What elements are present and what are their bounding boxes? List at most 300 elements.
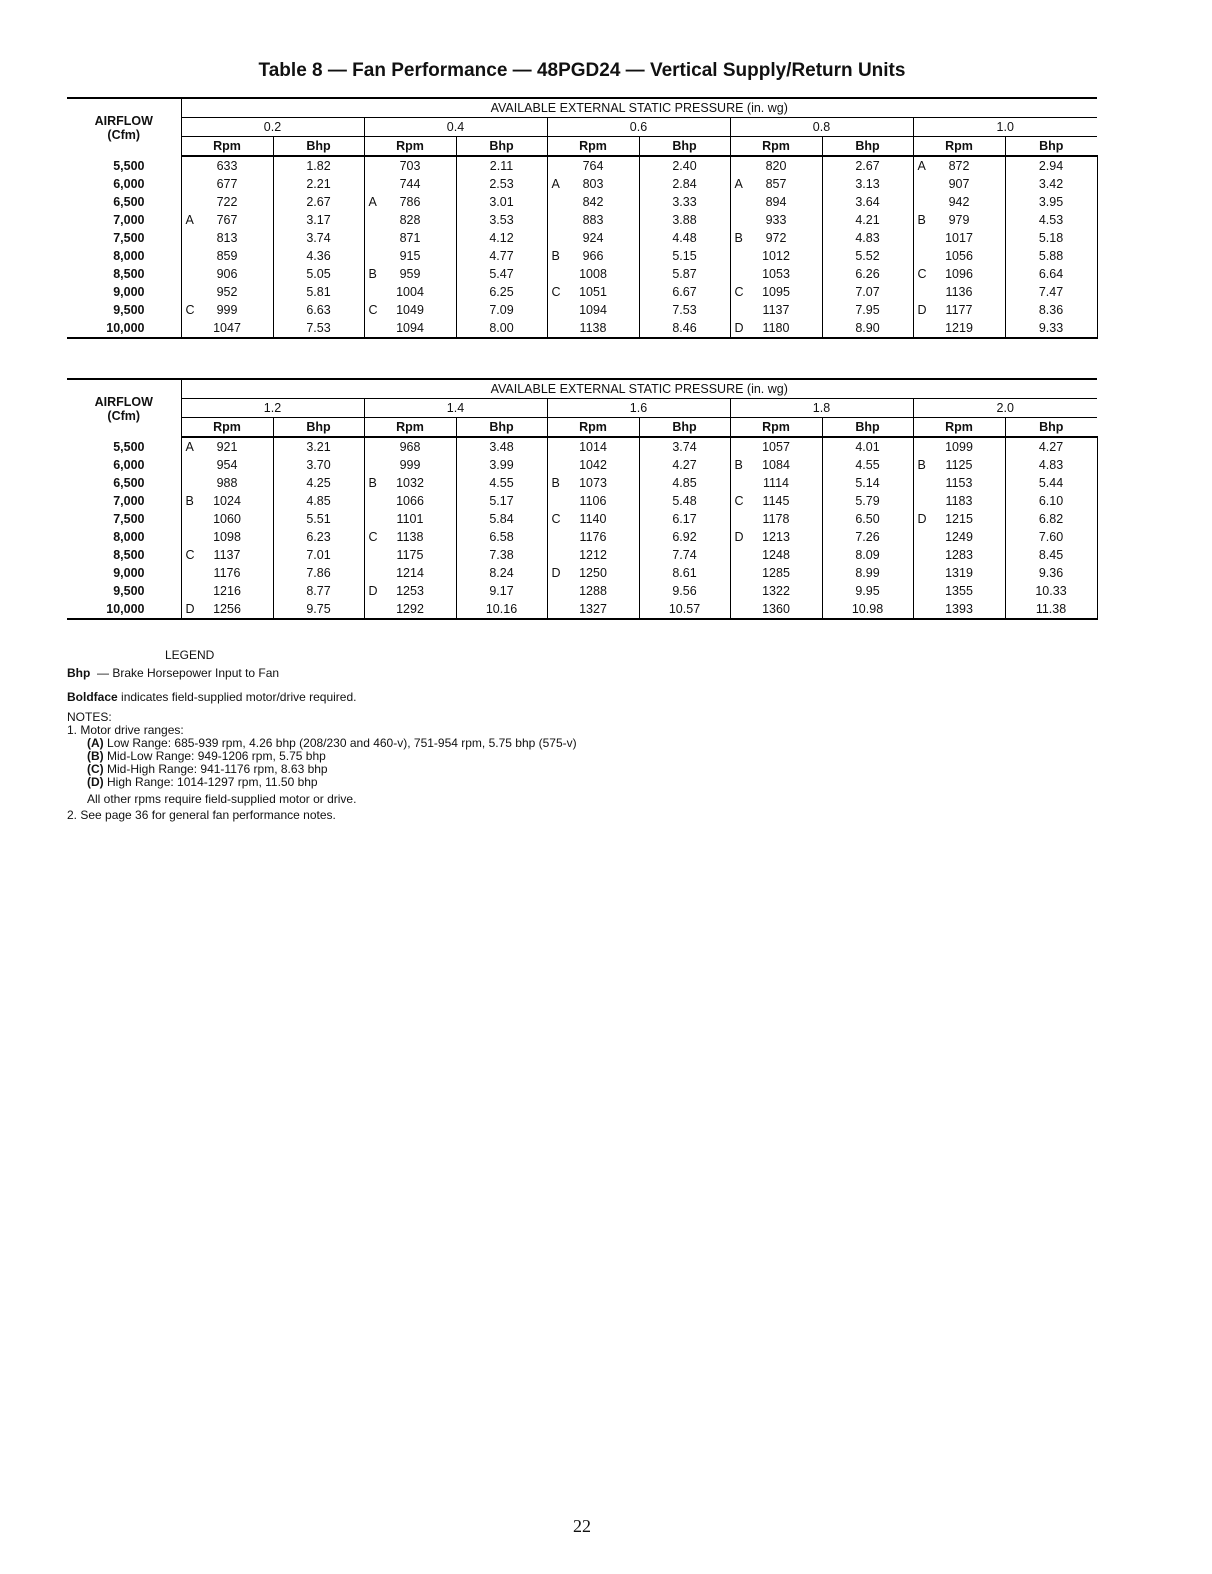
bhp-header: Bhp: [456, 418, 547, 438]
rpm-cell: [547, 582, 639, 600]
bhp-cell: 7.01: [273, 546, 364, 564]
rpm-value: 1136: [945, 285, 973, 299]
table-title: Table 8 — Fan Performance — 48PGD24 — Vertical Supply/Return Units: [258, 60, 906, 81]
rpm-cell: [364, 456, 456, 474]
rpm-value: 1219: [945, 321, 973, 335]
rpm-value: 1101: [396, 512, 424, 526]
rpm-value: 1099: [945, 440, 973, 454]
bhp-cell: 2.11: [456, 156, 547, 175]
rpm-cell: [547, 283, 639, 301]
rpm-cell: [730, 247, 822, 265]
rpm-value: 1084: [762, 458, 790, 472]
table-row: [67, 437, 1097, 456]
bhp-header: Bhp: [639, 137, 730, 157]
pressure-group-header: AVAILABLE EXTERNAL STATIC PRESSURE (in. wg): [181, 98, 1097, 118]
airflow-cell: 8,000: [67, 528, 181, 546]
bhp-cell: 4.83: [1005, 456, 1097, 474]
rpm-cell: [547, 156, 639, 175]
pressure-header: 0.8: [730, 118, 913, 137]
bhp-cell: 6.82: [1005, 510, 1097, 528]
rpm-value: 979: [948, 213, 970, 227]
airflow-cell: 9,500: [67, 582, 181, 600]
bhp-cell: 9.75: [273, 600, 364, 619]
all-other-note: All other rpms require field-supplied motor or drive.: [87, 792, 357, 806]
bhp-cell: 6.92: [639, 528, 730, 546]
drive-code: C: [185, 548, 195, 562]
bhp-cell: 6.23: [273, 528, 364, 546]
rpm-cell: [913, 156, 1005, 175]
rpm-cell: [547, 456, 639, 474]
bhp-cell: 4.53: [1005, 211, 1097, 229]
bhp-cell: 5.84: [456, 510, 547, 528]
drive-code: B: [368, 476, 377, 490]
rpm-value: 842: [582, 195, 604, 209]
airflow-cell: 5,500: [67, 156, 181, 175]
rpm-cell: [547, 211, 639, 229]
table-row: [67, 229, 1097, 247]
bhp-cell: 10.16: [456, 600, 547, 619]
drive-code: A: [734, 177, 743, 191]
bhp-cell: 8.09: [822, 546, 913, 564]
rpm-cell: [730, 510, 822, 528]
rpm-cell: [730, 211, 822, 229]
bhp-cell: 4.01: [822, 437, 913, 456]
pressure-header: 0.4: [364, 118, 547, 137]
pressure-header: 1.6: [547, 399, 730, 418]
rpm-value: 1322: [762, 584, 790, 598]
bhp-cell: 5.88: [1005, 247, 1097, 265]
airflow-cell: 6,500: [67, 193, 181, 211]
rpm-cell: [913, 528, 1005, 546]
rpm-value: 1180: [762, 321, 790, 335]
rpm-value: 677: [216, 177, 238, 191]
rpm-cell: [181, 582, 273, 600]
bhp-cell: 2.94: [1005, 156, 1097, 175]
rpm-value: 1153: [945, 476, 973, 490]
rpm-cell: [181, 564, 273, 582]
pressure-row: [67, 399, 1097, 418]
rpm-cell: [547, 319, 639, 338]
bhp-cell: 8.77: [273, 582, 364, 600]
rpm-value: 767: [216, 213, 238, 227]
airflow-cell: 7,000: [67, 492, 181, 510]
bhp-header: Bhp: [1005, 418, 1097, 438]
bhp-cell: 4.27: [1005, 437, 1097, 456]
pressure-header: 1.0: [913, 118, 1097, 137]
rpm-cell: [730, 193, 822, 211]
bhp-cell: 6.50: [822, 510, 913, 528]
table-row: [67, 283, 1097, 301]
airflow-header: AIRFLOW (Cfm): [67, 379, 181, 437]
rpm-cell: [913, 319, 1005, 338]
rpm-cell: [730, 437, 822, 456]
bhp-cell: 5.51: [273, 510, 364, 528]
pressure-header: 1.8: [730, 399, 913, 418]
rpm-header: Rpm: [181, 137, 273, 157]
drive-code: D: [734, 321, 744, 335]
rpm-cell: [364, 229, 456, 247]
rpm-cell: [181, 510, 273, 528]
rpm-value: 1017: [945, 231, 973, 245]
bhp-cell: 6.25: [456, 283, 547, 301]
rpm-cell: [364, 193, 456, 211]
legend-bhp: Bhp — Brake Horsepower Input to Fan: [67, 666, 280, 680]
rpm-value: 1098: [213, 530, 241, 544]
drive-code: A: [368, 195, 377, 209]
rpm-cell: [913, 193, 1005, 211]
rpm-value: 744: [399, 177, 421, 191]
rpm-cell: [730, 600, 822, 619]
drive-range-item: (C) Mid-High Range: 941-1176 rpm, 8.63 bhp: [87, 762, 328, 776]
bhp-cell: 7.60: [1005, 528, 1097, 546]
rpm-value: 1355: [945, 584, 973, 598]
bhp-cell: 3.64: [822, 193, 913, 211]
table-row: [67, 211, 1097, 229]
rpm-cell: [181, 437, 273, 456]
fan-performance-table-1: [67, 97, 1098, 339]
rpm-cell: [730, 582, 822, 600]
bhp-cell: 5.47: [456, 265, 547, 283]
rpm-value: 1125: [945, 458, 973, 472]
pressure-header: 1.2: [181, 399, 364, 418]
rpm-cell: [181, 283, 273, 301]
bhp-cell: 2.67: [273, 193, 364, 211]
table-row: [67, 247, 1097, 265]
drive-range-item: (B) Mid-Low Range: 949-1206 rpm, 5.75 bhp: [87, 749, 326, 763]
rpm-cell: [913, 211, 1005, 229]
rpm-value: 859: [216, 249, 238, 263]
bhp-cell: 10.57: [639, 600, 730, 619]
drive-code: C: [734, 285, 744, 299]
page-number: 22: [573, 1516, 591, 1536]
drive-ranges: [87, 737, 767, 789]
rpm-cell: [181, 456, 273, 474]
bhp-cell: 8.36: [1005, 301, 1097, 319]
rpm-value: 813: [216, 231, 238, 245]
rpm-value: 828: [399, 213, 421, 227]
rpm-cell: [730, 156, 822, 175]
rpm-cell: [730, 546, 822, 564]
bhp-cell: 4.48: [639, 229, 730, 247]
rpm-value: 924: [582, 231, 604, 245]
rpm-cell: [364, 528, 456, 546]
airflow-cell: 10,000: [67, 319, 181, 338]
bhp-cell: 4.55: [822, 456, 913, 474]
pressure-row: [67, 118, 1097, 137]
rpm-header: Rpm: [364, 418, 456, 438]
bhp-cell: 5.05: [273, 265, 364, 283]
pressure-header: 1.4: [364, 399, 547, 418]
bhp-cell: 5.52: [822, 247, 913, 265]
airflow-cell: 8,500: [67, 265, 181, 283]
drive-code: B: [551, 476, 560, 490]
rpm-cell: [913, 510, 1005, 528]
bhp-cell: 6.17: [639, 510, 730, 528]
rpm-cell: [181, 175, 273, 193]
rpm-cell: [913, 492, 1005, 510]
rpm-cell: [181, 156, 273, 175]
bhp-cell: 2.67: [822, 156, 913, 175]
rpm-cell: [547, 193, 639, 211]
rpm-cell: [547, 564, 639, 582]
rpm-cell: [364, 283, 456, 301]
rpm-value: 1145: [762, 494, 790, 508]
rpm-cell: [181, 229, 273, 247]
rpm-cell: [547, 301, 639, 319]
rpm-value: 1051: [579, 285, 607, 299]
rpm-value: 999: [216, 303, 238, 317]
rpm-value: 1096: [945, 267, 973, 281]
rpm-value: 1176: [213, 566, 241, 580]
rpm-value: 1214: [396, 566, 424, 580]
bhp-cell: 8.90: [822, 319, 913, 338]
bhp-cell: 3.13: [822, 175, 913, 193]
bhp-header: Bhp: [273, 137, 364, 157]
rpm-cell: [364, 211, 456, 229]
rpm-cell: [913, 456, 1005, 474]
bhp-cell: 8.46: [639, 319, 730, 338]
bhp-cell: 2.21: [273, 175, 364, 193]
table-row: [67, 528, 1097, 546]
table-body: [67, 156, 1097, 338]
drive-code: A: [185, 213, 194, 227]
rpm-value: 1057: [762, 440, 790, 454]
rpm-value: 1024: [213, 494, 241, 508]
rpm-header: Rpm: [913, 137, 1005, 157]
rpm-cell: [913, 265, 1005, 283]
rpm-cell: [364, 301, 456, 319]
bhp-cell: 4.21: [822, 211, 913, 229]
rpm-value: 1285: [762, 566, 790, 580]
table-row: [67, 510, 1097, 528]
bhp-cell: 7.86: [273, 564, 364, 582]
pressure-header: 2.0: [913, 399, 1097, 418]
rpm-value: 1212: [579, 548, 607, 562]
bhp-cell: 7.26: [822, 528, 913, 546]
legend-boldface: Boldface indicates field-supplied motor/drive required.: [67, 690, 357, 704]
bhp-cell: 8.61: [639, 564, 730, 582]
rpm-cell: [730, 456, 822, 474]
drive-code: B: [917, 458, 926, 472]
bhp-cell: 3.88: [639, 211, 730, 229]
rpm-cell: [364, 265, 456, 283]
rpm-value: 1032: [396, 476, 424, 490]
drive-code: C: [368, 530, 378, 544]
rpm-value: 1215: [945, 512, 973, 526]
legend-heading: LEGEND: [165, 648, 215, 662]
drive-code: C: [734, 494, 744, 508]
rpm-value: 1014: [579, 440, 607, 454]
rpm-cell: [730, 528, 822, 546]
rpm-cell: [181, 528, 273, 546]
rpm-header: Rpm: [547, 137, 639, 157]
rpm-cell: [730, 265, 822, 283]
note-1: 1. Motor drive ranges:: [67, 723, 184, 737]
bhp-cell: 6.10: [1005, 492, 1097, 510]
rpm-value: 1175: [396, 548, 424, 562]
drive-code: B: [734, 231, 743, 245]
bhp-cell: 3.01: [456, 193, 547, 211]
rpm-cell: [913, 437, 1005, 456]
rpm-cell: [913, 175, 1005, 193]
rpm-cell: [730, 301, 822, 319]
airflow-cell: 6,000: [67, 456, 181, 474]
table-row: [67, 564, 1097, 582]
rpm-cell: [364, 492, 456, 510]
drive-code: C: [368, 303, 378, 317]
table-row: [67, 456, 1097, 474]
bhp-cell: 3.21: [273, 437, 364, 456]
drive-code: B: [368, 267, 377, 281]
bhp-cell: 9.95: [822, 582, 913, 600]
rpm-value: 1138: [579, 321, 607, 335]
table-row: [67, 546, 1097, 564]
table-row: [67, 319, 1097, 338]
rpm-cell: [730, 564, 822, 582]
rpm-cell: [730, 319, 822, 338]
drive-code: D: [917, 512, 927, 526]
rpm-cell: [364, 319, 456, 338]
rpm-value: 820: [765, 159, 787, 173]
drive-code: B: [185, 494, 194, 508]
drive-code: A: [551, 177, 560, 191]
rpm-value: 959: [399, 267, 421, 281]
rpm-header: Rpm: [730, 418, 822, 438]
rpm-cell: [547, 175, 639, 193]
bhp-cell: 3.74: [273, 229, 364, 247]
airflow-cell: 9,000: [67, 564, 181, 582]
rpm-cell: [547, 247, 639, 265]
bhp-cell: 5.44: [1005, 474, 1097, 492]
bhp-cell: 5.14: [822, 474, 913, 492]
rpm-bhp-row: [67, 418, 1097, 438]
rpm-value: 703: [399, 159, 421, 173]
rpm-value: 1360: [762, 602, 790, 616]
pressure-header: 0.6: [547, 118, 730, 137]
airflow-cell: 7,000: [67, 211, 181, 229]
rpm-cell: [181, 474, 273, 492]
rpm-value: 1393: [945, 602, 973, 616]
rpm-cell: [181, 546, 273, 564]
rpm-cell: [730, 492, 822, 510]
drive-range-item: (D) High Range: 1014-1297 rpm, 11.50 bhp: [87, 775, 318, 789]
rpm-value: 803: [582, 177, 604, 191]
rpm-value: 872: [948, 159, 970, 173]
airflow-cell: 6,500: [67, 474, 181, 492]
bhp-cell: 7.07: [822, 283, 913, 301]
rpm-cell: [547, 528, 639, 546]
drive-code: B: [551, 249, 560, 263]
bhp-cell: 8.45: [1005, 546, 1097, 564]
rpm-cell: [547, 600, 639, 619]
bhp-cell: 3.74: [639, 437, 730, 456]
table-row: [67, 156, 1097, 175]
rpm-value: 915: [399, 249, 421, 263]
drive-code: D: [734, 530, 744, 544]
bhp-cell: 4.27: [639, 456, 730, 474]
rpm-cell: [913, 247, 1005, 265]
bhp-header: Bhp: [456, 137, 547, 157]
rpm-cell: [913, 283, 1005, 301]
bhp-header: Bhp: [639, 418, 730, 438]
bhp-cell: 3.70: [273, 456, 364, 474]
rpm-cell: [547, 265, 639, 283]
rpm-value: 1177: [945, 303, 973, 317]
rpm-header: Rpm: [364, 137, 456, 157]
table-row: [67, 265, 1097, 283]
rpm-header: Rpm: [181, 418, 273, 438]
bhp-cell: 9.56: [639, 582, 730, 600]
rpm-value: 1047: [213, 321, 241, 335]
rpm-header: Rpm: [730, 137, 822, 157]
pressure-header: 0.2: [181, 118, 364, 137]
rpm-value: 1256: [213, 602, 241, 616]
table-row: [67, 492, 1097, 510]
rpm-value: 1178: [762, 512, 790, 526]
drive-code: D: [368, 584, 378, 598]
rpm-cell: [181, 600, 273, 619]
rpm-value: 999: [399, 458, 421, 472]
rpm-value: 1183: [945, 494, 973, 508]
rpm-value: 1042: [579, 458, 607, 472]
bhp-cell: 4.55: [456, 474, 547, 492]
bhp-cell: 7.47: [1005, 283, 1097, 301]
rpm-value: 1327: [579, 602, 607, 616]
rpm-cell: [730, 175, 822, 193]
bhp-cell: 3.42: [1005, 175, 1097, 193]
rpm-value: 1094: [579, 303, 607, 317]
bhp-cell: 4.36: [273, 247, 364, 265]
rpm-cell: [181, 193, 273, 211]
rpm-value: 1004: [396, 285, 424, 299]
rpm-value: 906: [216, 267, 238, 281]
rpm-value: 1049: [396, 303, 424, 317]
rpm-value: 1012: [762, 249, 790, 263]
legend-block: [67, 648, 767, 822]
rpm-value: 1114: [763, 476, 789, 490]
airflow-cell: 7,500: [67, 229, 181, 247]
bhp-cell: 10.33: [1005, 582, 1097, 600]
table-row: [67, 193, 1097, 211]
rpm-cell: [364, 600, 456, 619]
rpm-value: 972: [765, 231, 787, 245]
rpm-cell: [730, 474, 822, 492]
table-row: [67, 301, 1097, 319]
rpm-cell: [364, 510, 456, 528]
rpm-cell: [547, 546, 639, 564]
bhp-cell: 9.17: [456, 582, 547, 600]
rpm-value: 1095: [762, 285, 790, 299]
bhp-cell: 8.99: [822, 564, 913, 582]
bhp-cell: 5.17: [456, 492, 547, 510]
airflow-cell: 8,000: [67, 247, 181, 265]
drive-code: A: [185, 440, 194, 454]
note-2: 2. See page 36 for general fan performance notes.: [67, 808, 336, 822]
bhp-cell: 3.99: [456, 456, 547, 474]
bhp-header: Bhp: [1005, 137, 1097, 157]
rpm-cell: [730, 229, 822, 247]
bhp-cell: 8.24: [456, 564, 547, 582]
rpm-value: 1213: [762, 530, 790, 544]
rpm-value: 1053: [762, 267, 790, 281]
rpm-cell: [913, 229, 1005, 247]
bhp-cell: 2.53: [456, 175, 547, 193]
bhp-cell: 8.00: [456, 319, 547, 338]
rpm-value: 1250: [579, 566, 607, 580]
airflow-cell: 6,000: [67, 175, 181, 193]
bhp-cell: 4.85: [639, 474, 730, 492]
rpm-value: 954: [216, 458, 238, 472]
